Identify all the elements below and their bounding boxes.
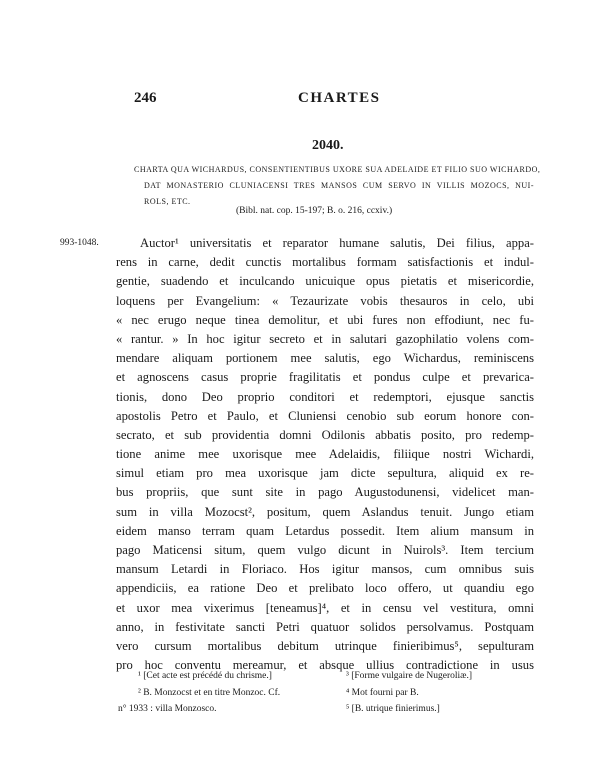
date-margin-note: 993-1048.: [60, 238, 99, 248]
text-line: mendare aliquam portionem mee salutis, ego Wichardus, reminiscens: [116, 351, 534, 366]
footnotes-right: [346, 668, 536, 718]
footnotes-left: [118, 668, 338, 718]
text-line: rens in carne, dedit cunctis mortalibus formam satisfactionis et indul-: [116, 255, 534, 270]
text-line: pro hoc conventu mereamur, et absque ullius contradictione in usus: [116, 658, 534, 673]
text-line: eidem manso terram quam Letardus possedit. Item alium mansum in: [116, 523, 534, 538]
text-line: loquens per Evangelium: « Tezaurizate vobis thesauros in celo, ubi: [116, 293, 534, 308]
footnote: ⁵ [B. utrique finierimus.]: [346, 704, 440, 714]
footnote: ⁴ Mot fourni par B.: [346, 687, 419, 698]
text-line: bus propriis, que sunt site in pago Augustodunensi, videlicet man-: [116, 485, 534, 500]
text-line: gentie, suadendo et inculcando unicuique opus pietatis et misericordie,: [116, 274, 534, 289]
text-line: tione anime mee uxorisque mee Adelaidis, filiique nostri Wichardi,: [116, 447, 534, 462]
charter-summary: [134, 162, 541, 210]
charter-text: [116, 234, 534, 675]
text-line: appendiciis, ea ratione Deo et prelibato loco offero, ut quandiu ego: [116, 581, 534, 596]
footnote: ² B. Monzocst et en titre Monzoc. Cf.: [138, 687, 281, 698]
summary-line: DAT MONASTERIO CLUNIACENSI TRES MANSOS CUM SERVO IN VILLIS MOZOCS, NUI-: [144, 181, 534, 190]
text-line: tionis, dono Deo proprio conditori et redemptori, ejusque sanctis: [116, 389, 534, 404]
page-number: 246: [134, 90, 157, 106]
text-line: apostolis Petro et Paulo, et Cluniensi cenobio sub eorum honore con-: [116, 408, 534, 423]
text-line: Auctor¹ universitatis et reparator humane salutis, Dei filius, appa-: [140, 236, 534, 250]
summary-line: ROLS, ETC.: [144, 197, 191, 206]
text-line: et agnoscens casus proprie fragilitatis et pondus culpe et prevarica-: [116, 370, 534, 385]
text-line: et uxor mea vixerimus [teneamus]⁴, et in censu vel vestitura, omni: [116, 600, 534, 615]
text-line: « rantur. » In hoc igitur secreto et in salutari gazophilatio volens com-: [116, 331, 534, 346]
footnote: ³ [Forme vulgaire de Nugeroliæ.]: [346, 671, 473, 681]
text-line: sum in villa Mozocst², positum, quem Aslandus tenuit. Jungo etiam: [116, 504, 534, 519]
footnote: ¹ [Cet acte est précédé du chrisme.]: [138, 671, 272, 681]
text-line: « nec erugo neque tinea demolitur, et ubi fures non effodiunt, nec fu-: [116, 312, 534, 327]
source-reference: (Bibl. nat. cop. 15-197; B. o. 216, ccxiv.): [236, 206, 393, 216]
text-line: pago Maticensi situm, quem vulgo dicunt in Nuirols³. Item tercium: [116, 543, 534, 557]
text-line: secrato, et sub providentia domni Odilonis abbatis posito, pro redemp-: [116, 427, 534, 442]
summary-line: CHARTA QUA WICHARDUS, CONSENTIENTIBUS UXORE SUA ADELAIDE ET FILIO SUO WICHARDO,: [134, 165, 541, 174]
text-line: mansum Letardi in Floriaco. Hos igitur mansos, cum omnibus suis: [116, 562, 534, 577]
running-title: CHARTES: [298, 90, 381, 106]
footnote: n° 1933 : villa Monzosco.: [118, 704, 217, 714]
text-line: anno, in festivitate sancti Petri quatuor solidos persolvamus. Postquam: [116, 619, 534, 634]
text-line: simul etiam pro mea uxorisque jam dicte sepultura, aliquid ex re-: [116, 466, 534, 481]
charter-number: 2040.: [312, 138, 344, 153]
text-line: vero cursum mortalibus debitum utrinque finieribimus⁵, sepulturam: [116, 638, 534, 653]
